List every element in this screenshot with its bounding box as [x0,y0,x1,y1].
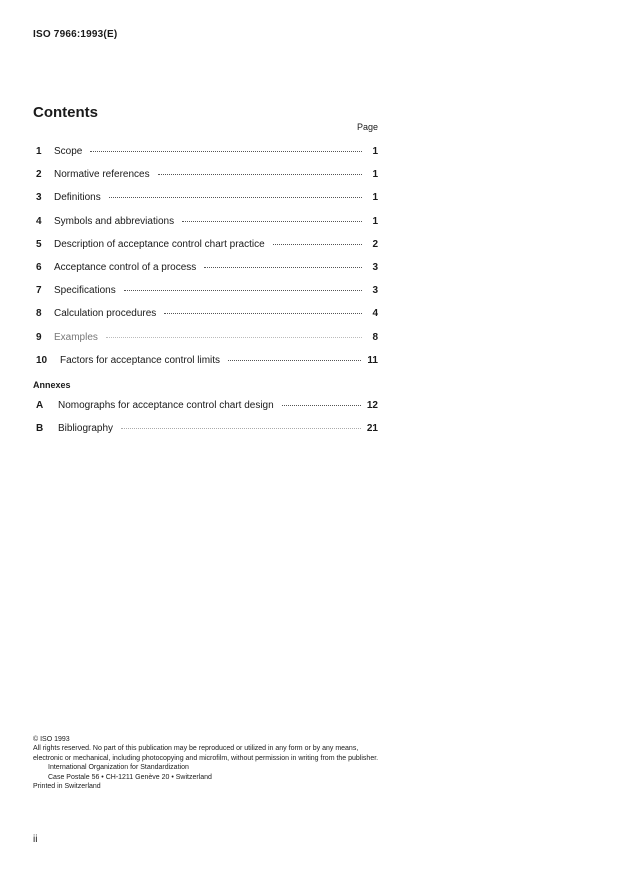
toc-label: Description of acceptance control chart practice [54,238,265,250]
toc-entry-2[interactable] [36,169,378,192]
rights-statement: All rights reserved. No part of this publication may be reproduced or utilized in any form or by any means, electronic or mechanical, including photocopying and microfilm, without permission in writing from the publisher. [33,745,379,762]
leader-dots [121,428,361,429]
toc-page: 1 [372,169,378,181]
annexes-heading: Annexes [33,380,71,390]
toc-page: 1 [372,192,378,204]
toc-page: 8 [372,331,378,343]
organization-name: International Organization for Standardization [48,764,189,772]
table-of-contents [36,146,378,378]
toc-entry-1[interactable] [36,146,378,169]
toc-label: Calculation procedures [54,308,157,320]
toc-page: 1 [372,215,378,227]
toc-page: 11 [367,354,378,366]
annex-letter: B [36,423,44,435]
toc-label: Symbols and abbreviations [54,215,175,227]
contents-title: Contents [33,104,98,121]
leader-dots [158,174,362,175]
leader-dots [164,313,362,314]
toc-label: Examples [54,331,98,343]
leader-dots [228,360,361,361]
toc-page: 3 [372,261,378,273]
leader-dots [90,151,362,152]
toc-number: 6 [36,261,42,273]
toc-number: 9 [36,331,42,343]
annex-list [36,400,378,446]
annex-entry-b[interactable] [36,423,378,446]
annex-label: Nomographs for acceptance control chart design [58,400,274,411]
toc-number: 10 [36,354,48,366]
toc-entry-7[interactable] [36,285,378,308]
toc-number: 3 [36,192,42,204]
toc-label: Definitions [54,192,101,204]
toc-label: Factors for acceptance control limits [60,354,221,366]
toc-entry-4[interactable] [36,216,378,239]
toc-number: 7 [36,285,42,297]
leader-dots [182,221,362,222]
toc-page: 4 [372,308,378,320]
copyright-line: © ISO 1993 [33,736,70,743]
toc-label: Acceptance control of a process [54,261,197,273]
toc-entry-6[interactable] [36,262,378,285]
toc-entry-9[interactable] [36,332,378,355]
toc-label: Scope [54,146,83,157]
toc-entry-10[interactable] [36,355,378,378]
toc-number: 8 [36,308,42,320]
page-column-label: Page [357,122,379,132]
toc-page: 3 [372,285,378,297]
annex-page: 21 [366,423,378,435]
annex-entry-a[interactable] [36,400,378,423]
toc-entry-3[interactable] [36,192,378,215]
toc-number: 1 [36,146,42,157]
copyright-notice [33,735,383,791]
toc-number: 2 [36,169,42,181]
printed-in: Printed in Switzerland [33,783,101,791]
document-id: ISO 7966:1993(E) [33,29,118,40]
annex-label: Bibliography [58,423,114,435]
organization-address: Case Postale 56 • CH-1211 Genève 20 • Switzerland [48,773,212,781]
toc-page: 1 [372,146,378,157]
annex-page: 12 [366,400,378,411]
leader-dots [204,267,362,268]
leader-dots [106,337,362,338]
annex-letter: A [36,400,44,411]
toc-number: 5 [36,238,42,250]
leader-dots [124,290,362,291]
toc-page: 2 [372,238,378,250]
toc-label: Normative references [54,169,150,181]
leader-dots [109,197,362,198]
toc-entry-5[interactable] [36,239,378,262]
toc-number: 4 [36,215,42,227]
leader-dots [282,405,361,406]
toc-entry-8[interactable] [36,308,378,331]
leader-dots [273,244,362,245]
toc-label: Specifications [54,285,116,297]
page-number: ii [33,834,38,845]
